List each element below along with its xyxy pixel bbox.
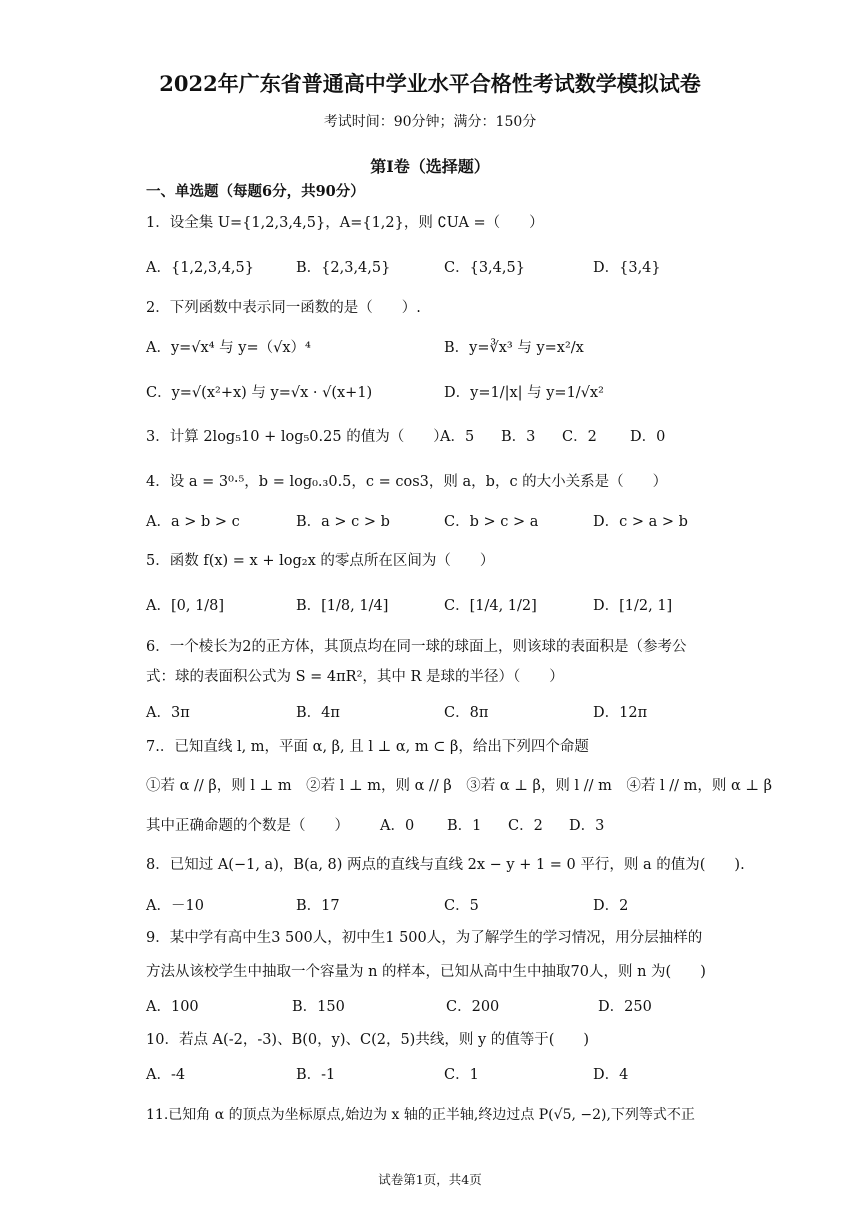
question-9-option-d: D．250 xyxy=(598,999,652,1015)
question-8-option-a: A．－10 xyxy=(146,898,204,914)
question-9-stem-line2: 方法从该校学生中抽取一个容量为 n 的样本，已知从高中生中抽取70人，则 n 为( ) xyxy=(146,964,706,980)
question-1-stem: 1．设全集 U={1,2,3,4,5}，A={1,2}，则 ∁UA =（ ） xyxy=(146,215,544,231)
question-4-option-c: C．b > c > a xyxy=(444,514,539,530)
question-3-option-c: C．2 xyxy=(562,429,597,445)
question-10-option-b: B．-1 xyxy=(296,1067,336,1083)
question-3-stem: 3．计算 2log₅10 + log₅0.25 的值为（ ） xyxy=(146,429,448,445)
section-title: 第Ⅰ卷（选择题） xyxy=(370,157,490,176)
question-8-option-c: C．5 xyxy=(444,898,479,914)
page-footer: 试卷第1页，共4页 xyxy=(378,1172,482,1187)
question-5-option-d: D．[1/2, 1] xyxy=(593,598,673,614)
question-5-option-b: B．[1/8, 1/4] xyxy=(296,598,389,614)
question-8-stem: 8．已知过 A(−1, a)，B(a, 8) 两点的直线与直线 2x − y + 1 = 0 平行，则 a 的值为( ). xyxy=(146,857,745,873)
question-6-option-c: C．8π xyxy=(444,705,489,721)
question-10-stem: 10．若点 A(-2，-3)、B(0，y)、C(2，5)共线，则 y 的值等于( ) xyxy=(146,1032,590,1048)
question-7-option-c: C．2 xyxy=(508,818,543,834)
question-7-stem: 7.．已知直线 l, m，平面 α, β, 且 l ⊥ α, m ⊂ β，给出下列四个命题 xyxy=(146,739,589,755)
question-7-option-a: A．0 xyxy=(380,818,415,834)
exam-title: 2022年广东省普通高中学业水平合格性考试数学模拟试卷 xyxy=(159,71,701,96)
question-6-option-a: A．3π xyxy=(146,705,190,721)
question-3-option-b: B．3 xyxy=(501,429,536,445)
question-10-option-c: C．1 xyxy=(444,1067,479,1083)
question-3-option-a: A．5 xyxy=(440,429,475,445)
question-7-ask: 其中正确命题的个数是（ ） xyxy=(146,818,349,834)
question-4-stem: 4．设 a = 3⁰·⁵，b = log₀.₃0.5，c = cos3，则 a，b，c 的大小关系是（ ） xyxy=(146,474,668,490)
question-6-option-b: B．4π xyxy=(296,705,340,721)
question-1-option-d: D．{3,4} xyxy=(593,260,661,276)
question-6-stem-line2: 式：球的表面积公式为 S = 4πR²，其中 R 是球的半径）（ ） xyxy=(146,669,564,685)
question-8-option-b: B．17 xyxy=(296,898,340,914)
question-4-option-d: D．c > a > b xyxy=(593,514,688,530)
question-7-propositions: ①若 α // β，则 l ⊥ m ②若 l ⊥ m，则 α // β ③若 α ⊥ β，则 l // m ④若 l // m，则 α ⊥ β xyxy=(146,778,772,794)
question-2-option-b: B．y=∛x³ 与 y=x²/x xyxy=(444,340,584,356)
question-9-option-c: C．200 xyxy=(446,999,500,1015)
question-9-option-b: B．150 xyxy=(292,999,345,1015)
question-11-stem: 11.已知角 α 的顶点为坐标原点,始边为 x 轴的正半轴,终边过点 P(√5, −2),下列等式不正 xyxy=(146,1107,695,1123)
question-3-option-d: D．0 xyxy=(630,429,666,445)
part-heading: 一、单选题（每题6分，共90分） xyxy=(146,183,365,200)
question-7-option-b: B．1 xyxy=(447,818,482,834)
question-4-option-b: B．a > c > b xyxy=(296,514,390,530)
question-10-option-d: D．4 xyxy=(593,1067,629,1083)
question-9-stem-line1: 9．某中学有高中生3 500人，初中生1 500人，为了解学生的学习情况，用分层抽样的 xyxy=(146,930,703,946)
question-1-option-c: C．{3,4,5} xyxy=(444,260,525,276)
question-2-option-a: A．y=√x⁴ 与 y=（√x）⁴ xyxy=(146,340,311,356)
exam-subtitle: 考试时间：90分钟；满分：150分 xyxy=(323,114,537,130)
question-9-option-a: A．100 xyxy=(146,999,199,1015)
question-1-option-b: B．{2,3,4,5} xyxy=(296,260,391,276)
question-5-option-a: A．[0, 1/8] xyxy=(146,598,225,614)
question-4-option-a: A．a > b > c xyxy=(146,514,240,530)
question-2-stem: 2．下列函数中表示同一函数的是（ ）. xyxy=(146,300,421,316)
question-5-option-c: C．[1/4, 1/2] xyxy=(444,598,537,614)
question-10-option-a: A．-4 xyxy=(146,1067,186,1083)
question-1-option-a: A．{1,2,3,4,5} xyxy=(146,260,254,276)
question-5-stem: 5．函数 f(x) = x + log₂x 的零点所在区间为（ ） xyxy=(146,553,495,569)
question-2-option-d: D．y=1/|x| 与 y=1/√x² xyxy=(444,385,604,401)
question-7-option-d: D．3 xyxy=(569,818,605,834)
question-6-option-d: D．12π xyxy=(593,705,648,721)
question-6-stem-line1: 6．一个棱长为2的正方体，其顶点均在同一球的球面上，则该球的表面积是（参考公 xyxy=(146,639,687,655)
question-8-option-d: D．2 xyxy=(593,898,629,914)
question-2-option-c: C．y=√(x²+x) 与 y=√x · √(x+1) xyxy=(146,385,373,401)
